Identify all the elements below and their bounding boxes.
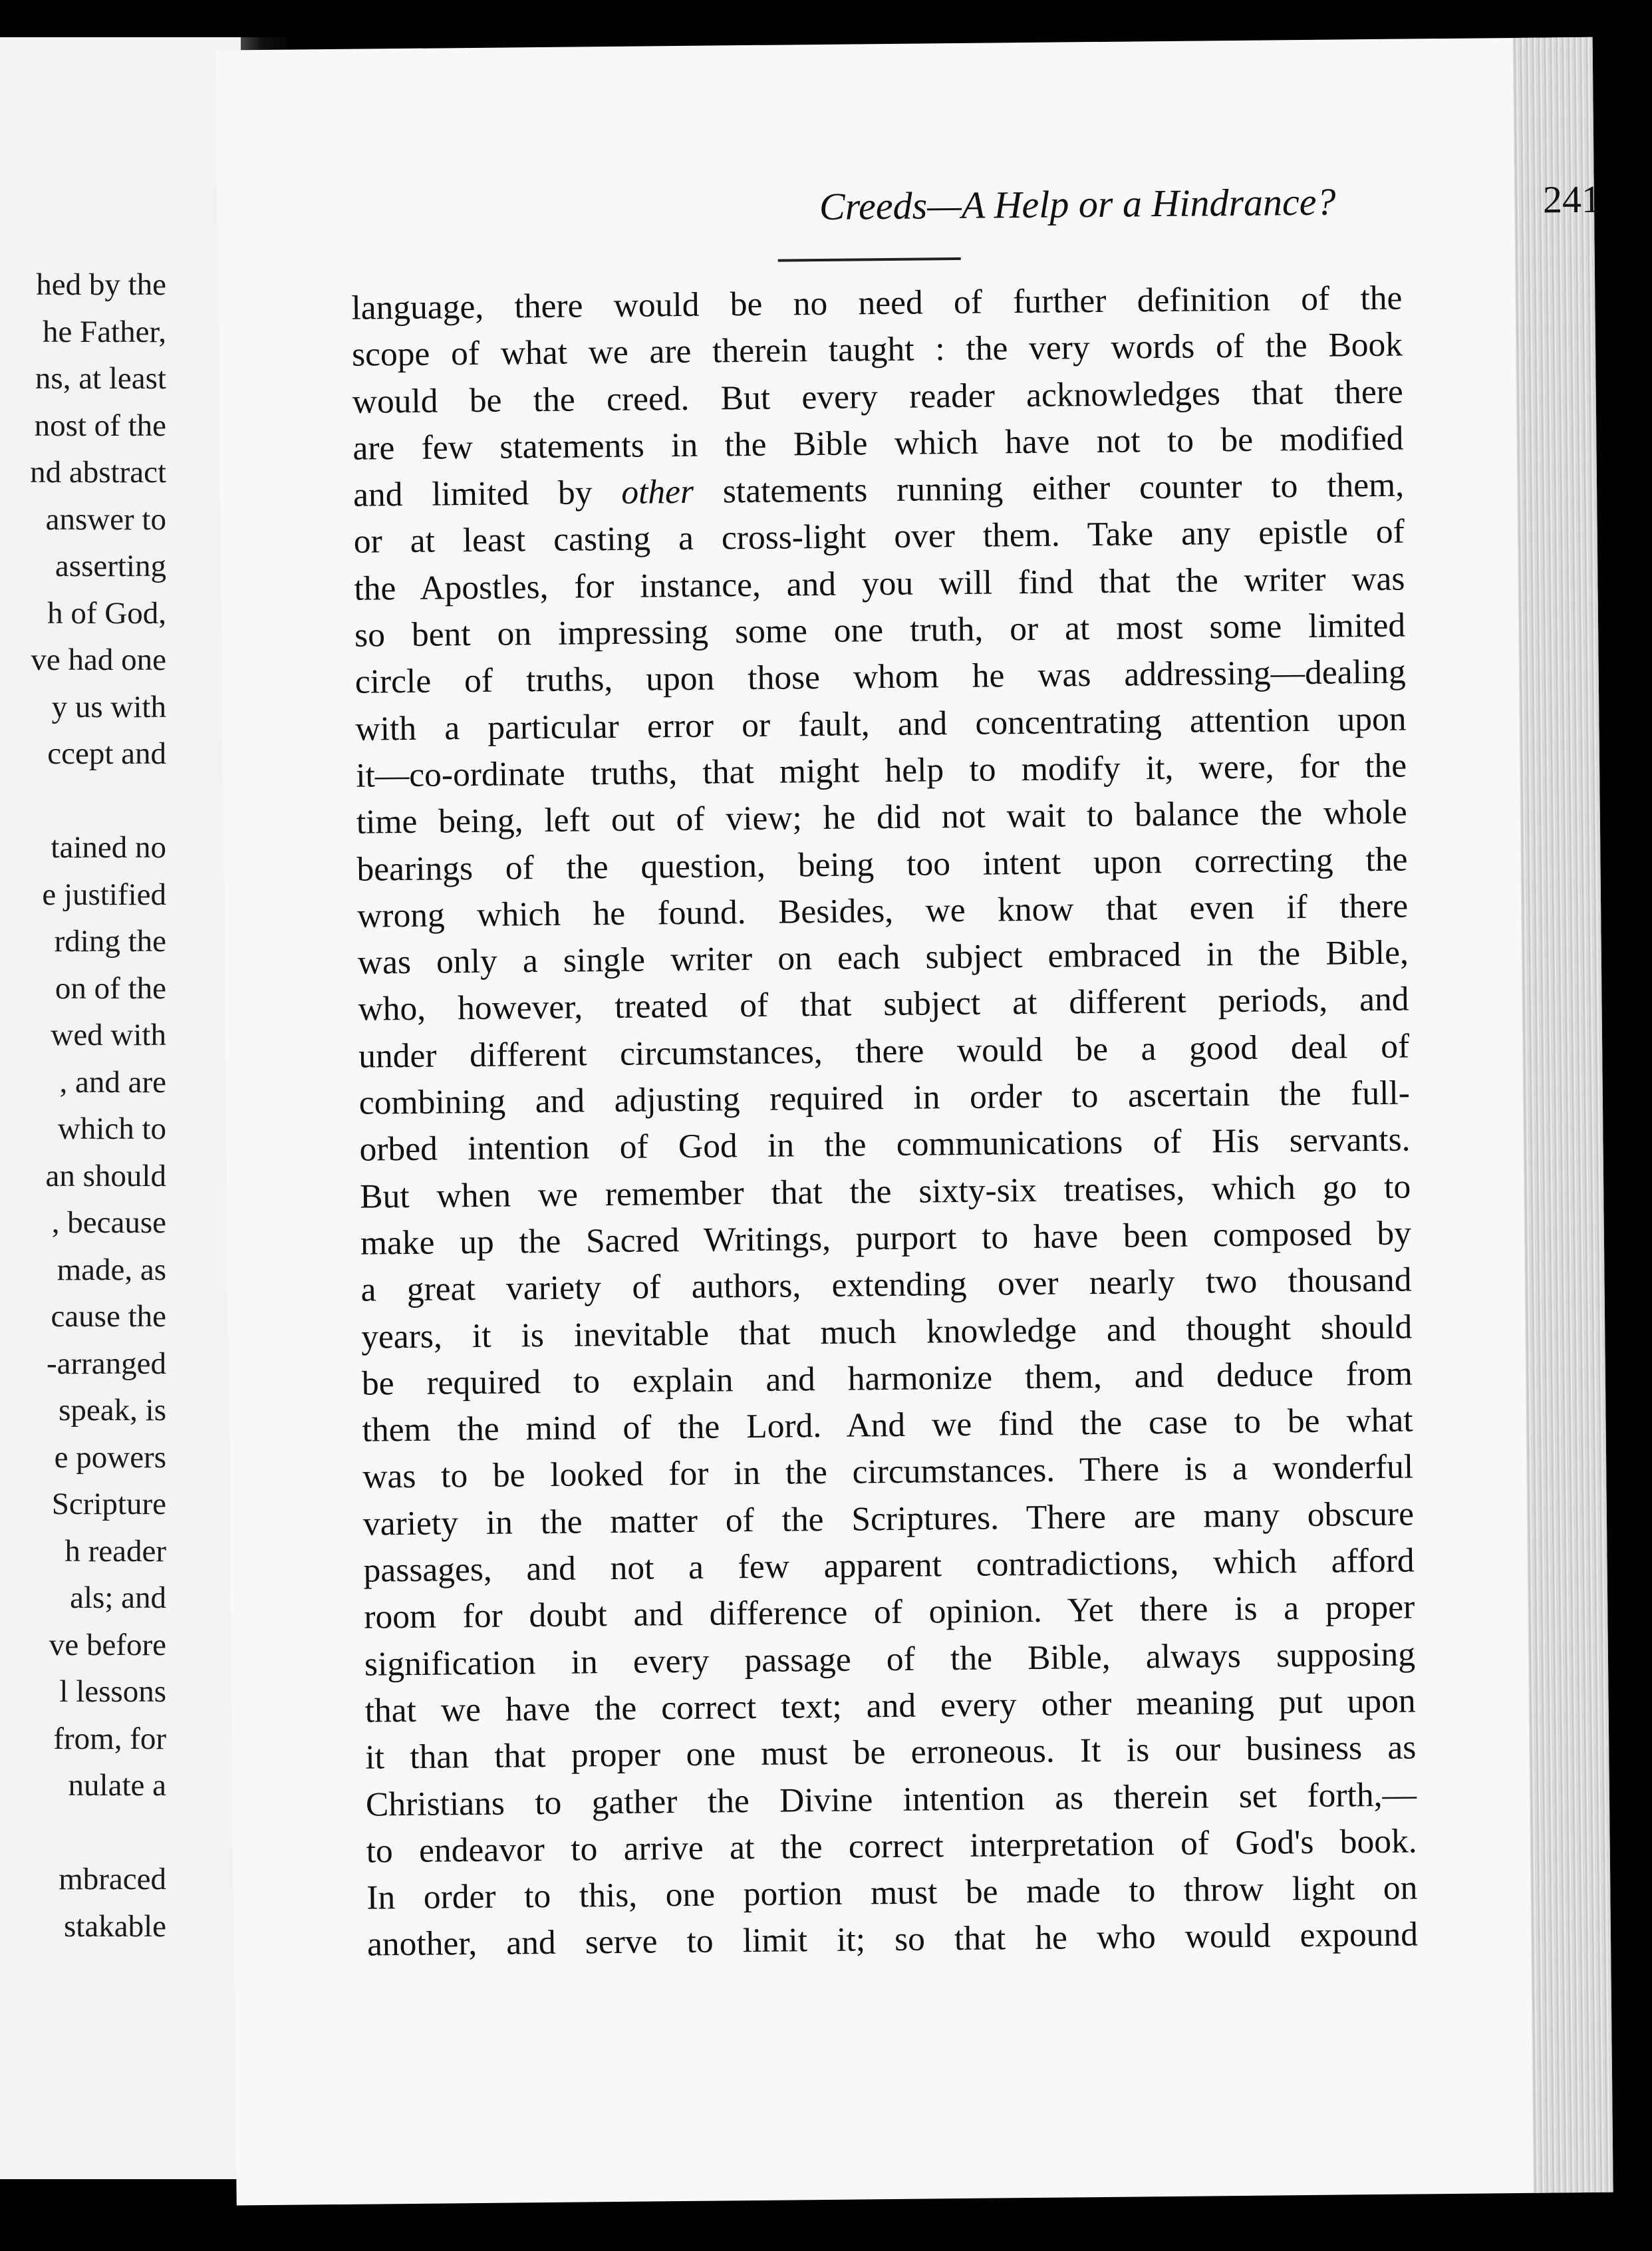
left-page-line: cause the: [51, 1299, 166, 1334]
left-page-line: ve had one: [31, 643, 166, 677]
left-page-line: hed by the: [36, 267, 166, 302]
left-page-line: h reader: [65, 1533, 166, 1569]
left-page-line: [30, 1809, 166, 1857]
head-rule: [778, 257, 961, 262]
left-page-line: mbraced: [59, 1862, 166, 1896]
left-page-line: tained no: [51, 830, 166, 865]
left-page-line: nulate a: [68, 1768, 166, 1803]
text-line: combining and adjusting required in order to ascertain the full-: [358, 1074, 1411, 1122]
left-page-line: asserting: [55, 549, 166, 583]
right-page: [216, 37, 1613, 2206]
text-line: and limited by other statements running either counter to them,: [352, 466, 1405, 514]
running-title: Creeds—A Help or a Hindrance?: [819, 180, 1336, 228]
text-line: language, there would be no need of further definition of the: [351, 279, 1403, 327]
left-page-line: nost of the: [34, 408, 166, 443]
text-line: make up the Sacred Writings, purport to have been composed by: [360, 1214, 1412, 1263]
page-edges: [1513, 37, 1613, 2193]
text-line: signification in every passage of the Bible, always supposing: [364, 1635, 1416, 1684]
left-page-line: ccept and: [47, 736, 166, 771]
left-page-line: nd abstract: [30, 455, 166, 490]
left-page-line: he Father,: [42, 314, 166, 349]
left-page-line: answer to: [45, 502, 166, 537]
left-page-line: an should: [45, 1158, 166, 1193]
running-head: [590, 177, 1601, 247]
text-line: be required to explain and harmonize them, and deduce from: [361, 1354, 1413, 1403]
text-line: that we have the correct text; and every other meaning put upon: [364, 1682, 1416, 1730]
text-line: was only a single writer on each subject embraced in the Bible,: [357, 933, 1409, 982]
left-page-text: [30, 261, 166, 1950]
text-line: variety in the matter of the Scriptures. There are many obscure: [362, 1495, 1415, 1543]
left-page-line: y us with: [51, 689, 166, 724]
text-line: was to be looked for in the circumstances. There is a wonderful: [362, 1447, 1414, 1497]
left-page-line: speak, is: [59, 1393, 166, 1427]
text-line: it than that proper one must be erroneous. It is our business as: [365, 1728, 1417, 1777]
left-page-line: made, as: [57, 1252, 166, 1287]
body-text: [351, 275, 1418, 1969]
left-page-line: als; and: [70, 1580, 166, 1615]
left-page-line: , because: [51, 1205, 166, 1240]
text-line: so bent on impressing some one truth, or at most some limited: [354, 606, 1406, 655]
left-page-line: [30, 778, 166, 825]
text-line: passages, and not a few apparent contradictions, which afford: [363, 1541, 1415, 1590]
text-line: time being, left out of view; he did not wait to balance the whole: [356, 793, 1408, 841]
left-page-line: ns, at least: [35, 361, 166, 396]
text-line: would be the creed. But every reader acknowledges that there: [352, 373, 1403, 421]
left-page: [0, 37, 241, 2179]
left-page-line: l lessons: [59, 1674, 166, 1709]
left-page-line: stakable: [64, 1908, 166, 1944]
text-line: them the mind of the Lord. And we find the case to be what: [362, 1401, 1413, 1449]
text-line: In order to this, one portion must be made to throw light on: [366, 1869, 1418, 1917]
page-number: 241: [1542, 177, 1601, 222]
text-line: years, it is inevitable that much knowledge and thought should: [360, 1308, 1413, 1356]
text-line: it—co-ordinate truths, that might help to modify it, were, for the: [355, 746, 1407, 795]
left-page-line: h of God,: [47, 595, 166, 631]
text-line: orbed intention of God in the communications of His servants.: [359, 1120, 1411, 1169]
text-line: scope of what we are therein taught : the very words of the Book: [351, 325, 1403, 375]
text-line: Christians to gather the Divine intention as therein set forth,—: [365, 1775, 1417, 1824]
left-page-line: , and are: [59, 1064, 166, 1100]
text-line: or at least casting a cross-light over them. Take any epistle of: [353, 513, 1405, 561]
text-line: are few statements in the Bible which have not to be modified: [352, 419, 1404, 468]
text-line: another, and serve to limit it; so that he who would expound: [366, 1915, 1419, 1964]
left-page-line: which to: [57, 1112, 166, 1146]
text-line: under different circumstances, there would be a good deal of: [358, 1027, 1410, 1076]
text-line: a great variety of authors, extending over nearly two thousand: [360, 1261, 1412, 1309]
text-line: room for doubt and difference of opinion. Yet there is a proper: [364, 1588, 1415, 1636]
left-page-line: e justified: [42, 877, 166, 912]
left-page-line: on of the: [55, 971, 166, 1006]
text-line: wrong which he found. Besides, we know that even if there: [356, 887, 1409, 935]
left-page-line: Scripture: [51, 1487, 166, 1521]
text-line: with a particular error or fault, and concentrating attention upon: [355, 700, 1407, 748]
left-page-line: e powers: [54, 1439, 166, 1475]
left-page-line: ve before: [49, 1627, 166, 1662]
text-line: who, however, treated of that subject at different periods, and: [358, 980, 1409, 1029]
text-line: But when we remember that the sixty-six treatises, which go to: [359, 1167, 1411, 1216]
left-page-line: -arranged: [46, 1346, 166, 1381]
left-page-line: from, for: [53, 1721, 166, 1756]
left-page-line: rding the: [54, 924, 166, 959]
text-line: to endeavor to arrive at the correct interpretation of God's book.: [366, 1822, 1417, 1871]
text-line: bearings of the question, being too intent upon correcting the: [356, 840, 1408, 889]
text-line: the Apostles, for instance, and you will find that the writer was: [354, 559, 1405, 608]
left-page-line: wed with: [51, 1018, 166, 1052]
text-line: circle of truths, upon those whom he was addressing—dealing: [354, 653, 1407, 702]
